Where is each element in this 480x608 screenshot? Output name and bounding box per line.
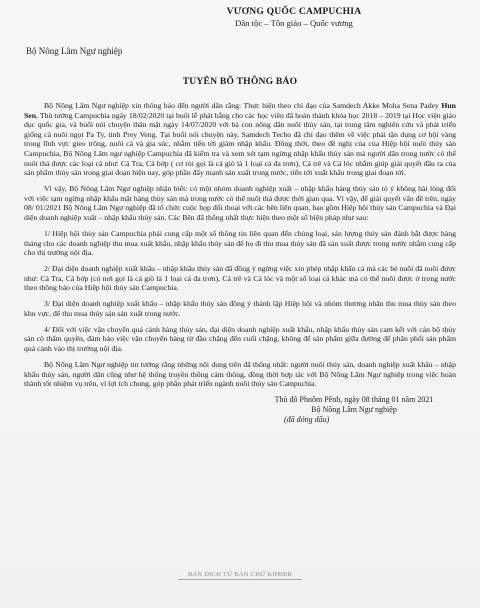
measure-1	[24, 229, 456, 258]
paragraph-closing	[24, 360, 456, 389]
measure-3	[24, 299, 456, 318]
translation-footer	[0, 571, 480, 578]
national-motto: Dân tộc – Tôn giáo – Quốc vương	[235, 18, 353, 28]
issuing-ministry: Bộ Nông Lâm Ngư nghiệp	[26, 46, 123, 56]
paragraph-text: Bộ Nông Lâm Ngư nghiệp tin tưởng rằng những nội dung trên đã thống nhất: người nuôi thủy sản, doanh nghiệp xuất khẩu – nhập khẩu thủy sản, người dân cũng như hệ thống truyền thông cảm thông, đồng thời hợp tác với Bộ Nông Lâm Ngư nghiệp trong việc hoàn thành tốt nhiệm vụ trên, vì lợi ích chung, góp phần phát triển ngành nuôi thủy sản Campuchia.	[24, 360, 456, 389]
footer-text: BẢN DỊCH TỪ BẢN CHỮ KHMER	[178, 571, 302, 580]
paragraph-text: 3/ Đại diện doanh nghiệp xuất khẩu – nhập khẩu thủy sản đồng ý thành lập Hiệp hội và nhóm thương nhân thu mua thủy sản theo khu vực, để thu mua thủy sản sản xuất trong nước.	[24, 299, 456, 318]
paragraph-text: 2/ Đại diện doanh nghiệp xuất khẩu – nhập khẩu thủy sản đã đồng ý ngừng việc xin phép nhập khẩu cá mà các bè nuôi đã nuôi được như: Cá Tra, Cá bớp (có nơi gọi là cá giò là 1 loại cá đa trơn), Cá trê và Cá lóc và một số loại cá khác mà có thể nuôi được ở trong nước theo thông báo của Hiệp hội thủy sản Campuchia.	[24, 264, 456, 293]
paragraph-text: Bộ Nông Lâm Ngư nghiệp xin thông báo đến người dân rằng: Thực hiện theo chỉ đạo của Samdech Akke Moha Sena Padey	[44, 101, 442, 110]
measure-4	[24, 325, 456, 354]
paragraph-text: 1/ Hiệp hội thủy sản Campuchia phải cung cấp một số thông tin liên quan đến chủng loại, sản lượng thủy sản đánh bắt được hàng tháng cho các doanh nghiệp thu mua xuất khẩu, nhập khẩu thủy sản để họ đi thu mua thủy sản đã sản xuất được trong nước nhằm cung cấp cho thị trường nội địa.	[24, 228, 456, 258]
paragraph-context	[24, 184, 456, 222]
paragraph-text: Vì vậy, Bộ Nông Lâm Ngư nghiệp nhận biết: có một nhóm doanh nghiệp xuất – nhập khẩu hàng thủy sản tỏ ý không hài lòng đối với việc tạm ngừng nhập khẩu mặt hàng thủy sản mà trong nước có thể nuôi thả được thời gian qua. Vì vậy, để giải quyết vấn đề trên, ngày 08/ 01/2021 Bộ Nông Lâm Ngư nghiệp đã tổ chức cuộc họp đối thoại với các bên liên quan, bao gồm Hiệp hội thủy sản Campuchia và Đại diện doanh nghiệp xuất – nhập khẩu thủy sản. Các Bên đã thống nhất thực hiện theo một số biện pháp như sau:	[24, 184, 456, 222]
paragraph-intro	[24, 101, 456, 178]
kingdom-heading: VƯƠNG QUỐC CAMPUCHIA	[226, 6, 362, 17]
paragraph-text: 4/ Đối với việc vận chuyển quá cảnh hàng thủy sản, đại diện doanh nghiệp xuất khẩu, nhập khẩu thủy sản cam kết với cán bộ thủy sản có thẩm quyền, đảm bảo việc vận chuyển hàng từ đầu chặng đến cuối chặng, không để sản phẩm giữa đường để phân phối sản phẩm quá cảnh vào thị trường nội địa.	[24, 324, 456, 354]
signer-name: Bộ Nông Lâm Ngư nghiệp	[311, 404, 397, 414]
paragraph-text: , Thủ tướng Campuchia ngày 18/02/2020 tại buổi lễ phát bằng cho các học viên đã hoàn thành khóa học 2018 – 2019 tại Học viện giáo dục quốc gia, và buổi nói chuyện thân mật ngày 14/07/2020 với bà con nông dân nuôi thủy sản, tại trung tâm nghiên cứu và phát triển giống cá nuôi ngọt Pa Ty, tỉnh Prey Veng. Tại buổi nói chuyện này, Samdech Techo đã chỉ đạo thêm về việc phải tận dụng cơ hội vàng trong lĩnh vực gieo trồng, nuôi cá và gia súc, nhằm tiến tới giảm nhập khẩu. Đồng thời, theo đề nghị của của Hiệp hội nuôi thủy sản Campuchia, Bộ Nông Lâm ngư nghiệp Campuchia đã kiểm tra và xem xét tạm ngừng nhập khẩu thủy sản mà người dân trong nước có thể nuôi thả được các loại cá như: Cá Tra, Cá bớp ( cơ ròi gọi là cá giò là 1 loại cá đa trơn), Cá trê và Cá lóc nhằm giúp giải quyết đầu ra của sản phẩm thủy sản trong giai đoạn hiện nay, góp phần đẩy mạnh sản xuất trong nước, tiến tới xuất khẩu trong giai đoạn tới.	[24, 110, 456, 178]
document-title: TUYÊN BỐ THÔNG BÁO	[182, 76, 298, 87]
seal-note: (đã đóng dấu)	[284, 414, 330, 424]
document-body	[24, 101, 456, 389]
signature-block	[254, 395, 454, 425]
prime-minister-name: Hun Sen	[24, 101, 456, 120]
measure-2	[24, 264, 456, 293]
place-and-date: Thủ đô Phnôm Pênh, ngày 08 tháng 01 năm 2021	[274, 394, 434, 404]
